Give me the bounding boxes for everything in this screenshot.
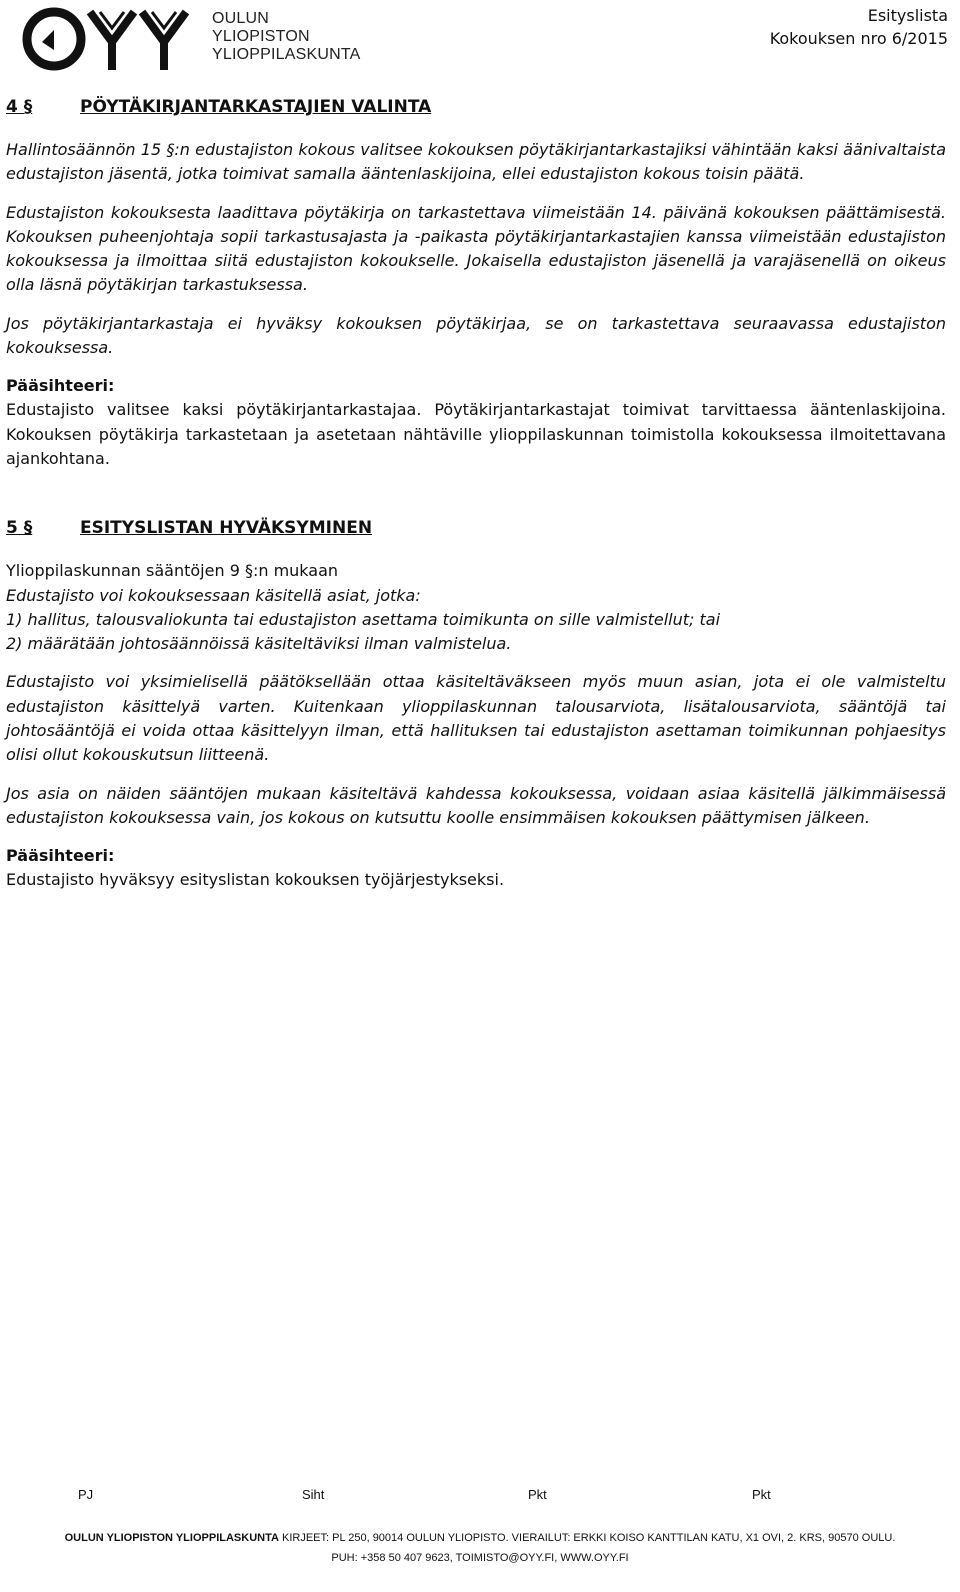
org-line: YLIOPISTON [212,28,310,45]
section-title: PÖYTÄKIRJANTARKASTAJIEN VALINTA [80,97,432,117]
paragraph: Hallintosäännön 15 §:n edustajiston kokous valitsee kokouksen pöytäkirjantarkastajiksi vähintään kaksi äänivaltaista edustajiston jäsentä, jotka toimivat samalla ääntenlaskijoina, ellei edustajiston kokous toisin päätä. [6,140,946,184]
page-footer [0,1528,960,1568]
section-title: ESITYSLISTAN HYVÄKSYMINEN [80,518,373,539]
doc-meta [770,4,948,50]
footer-contact: PUH: +358 50 407 9623, TOIMISTO@OYY.FI, WWW.OYY.FI [331,1552,629,1564]
org-line: YLIOPPILASKUNTA [212,46,361,63]
proposer-label: Pääsihteeri: [6,846,115,866]
proposer-label: Pääsihteeri: [6,376,115,396]
signature-col: PJ [78,1487,94,1502]
page-header [0,0,960,80]
text-line: 2) määrätään johtosäännöissä käsiteltäviksi ilman valmistelua. [6,634,512,654]
paragraph: Edustajiston kokouksesta laadittava pöytäkirja on tarkastettava viimeistään 14. päivänä kokouksen päättämisestä. Kokouksen puheenjohtaja sopii tarkastusajasta ja -paikasta pöytäkirjantarkastajien kanssa viimeistään edustajiston kokouksessa ja ilmoittaa siitä edustajiston kokoukselle. Jokaisella edustajiston jäsenellä ja varajäsenellä on oikeus olla läsnä pöytäkirjan tarkastuksessa. [6,202,946,295]
doc-type: Esityslista [867,6,948,25]
footer-org: OULUN YLIOPISTON YLIOPPILASKUNTA [64,1532,279,1544]
section-number: 4 § [6,97,33,117]
signature-col: Pkt [752,1487,771,1502]
text-line: Ylioppilaskunnan sääntöjen 9 §:n mukaan [6,561,339,581]
paragraph: Jos pöytäkirjantarkastaja ei hyväksy kokouksen pöytäkirjaa, se on tarkastettava seuraavassa edustajiston kokouksessa. [6,313,946,358]
text-line: Edustajisto voi kokouksessaan käsitellä asiat, jotka: [6,585,421,605]
footer-address: KIRJEET: PL 250, 90014 OULUN YLIOPISTO. VIERAILUT: ERKKI KOISO KANTTILAN KATU, X1 OVI, 2. KRS, 90570 OULU. [282,1532,896,1544]
section-number: 5 § [6,518,33,539]
proposal-text: Edustajisto hyväksyy esityslistan kokouksen työjärjestykseksi. [6,870,505,890]
signature-col: Siht [302,1487,325,1502]
text-line: 1) hallitus, talousvaliokunta tai edustajiston asettama toimikunta on sille valmistellut; tai [6,609,721,629]
document-body [6,96,946,893]
section-5-heading [6,517,946,539]
paragraph: Edustajisto voi yksimielisellä päätöksellään ottaa käsiteltäväkseen myös muun asian, jota ei ole valmisteltu edustajiston käsittelyä varten. Kuitenkaan ylioppilaskunnan talousarviota, lisätalousarviota, sääntöjä tai johtosääntöjä ei voida ottaa käsittelyyn ilman, että hallituksen tai edustajiston asettaman toimikunnan pohjaesitys olisi ollut kokouskutsun liitteenä. [6,672,946,765]
signature-col: Pkt [528,1487,547,1502]
org-line: OULUN [212,10,270,27]
oyy-logo-icon [18,6,203,72]
paragraph: Jos asia on näiden sääntöjen mukaan käsiteltävä kahdessa kokouksessa, voidaan asiaa käsitellä jälkimmäisessä edustajiston kokouksessa vain, jos kokous on kutsuttu koolle ensimmäisen kokouksen päättymisen jälkeen. [6,783,946,827]
section-4-heading [6,96,946,118]
proposal-text: Edustajisto valitsee kaksi pöytäkirjantarkastajaa. Pöytäkirjantarkastajat toimivat tarvittaessa ääntenlaskijoina. Kokouksen pöytäkirja tarkastetaan ja asetetaan nähtäville ylioppilaskunnan toimistolla kokouksessa ilmoitettavana ajankohtana. [6,400,946,468]
org-name [212,10,361,64]
meeting-number: Kokouksen nro 6/2015 [769,29,948,48]
